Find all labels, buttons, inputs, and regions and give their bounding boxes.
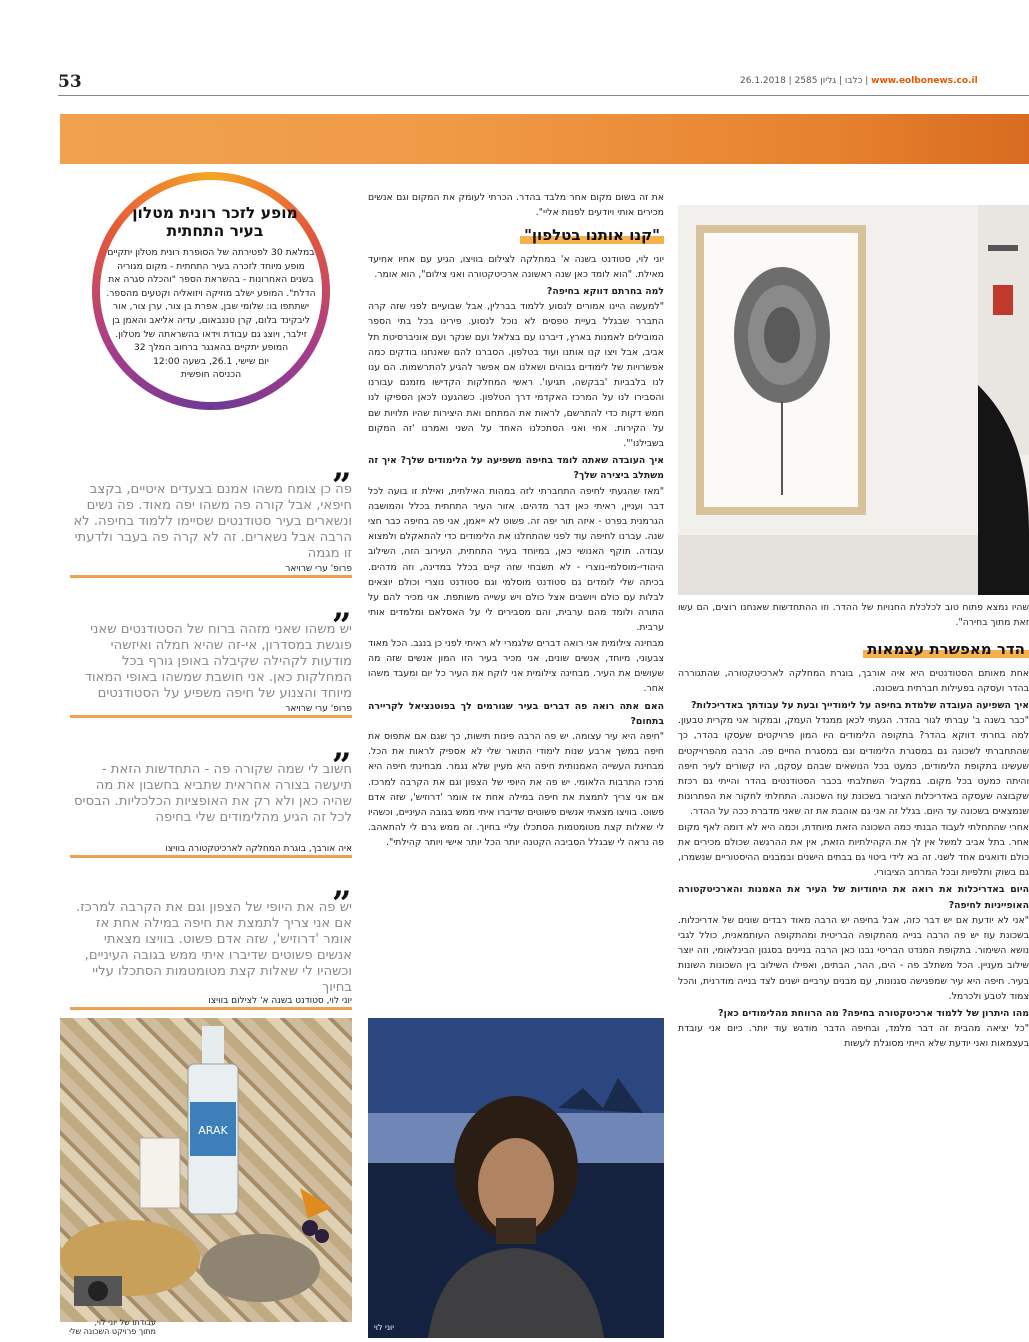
section-subhead: "קנו אותנו בטלפון" — [520, 226, 664, 244]
photo-caption: יוני לוי — [374, 1323, 395, 1332]
header-rule — [58, 95, 1029, 96]
quote-mark-icon: „ — [332, 865, 352, 905]
quote-mark-icon: „ — [332, 447, 352, 487]
interview-question: האם אתה רואה פה דברים בעיר שגורמים לך בפוטנציאל לקריירה בתחום? — [368, 700, 664, 727]
quote-mark-icon: „ — [332, 727, 352, 767]
interview-question: איך השפיעה העובדה שלמדת בחיפה על לימודייך ובעת על עבודתך באדריכלות? — [691, 700, 1029, 712]
interview-question: למה בחרתם דווקא בחיפה? — [546, 286, 664, 298]
pull-quote-1 — [70, 447, 352, 578]
quote-mark-icon: „ — [332, 587, 352, 627]
event-body — [104, 246, 318, 382]
still-life-photo — [60, 1018, 352, 1322]
event-location: המופע יתקיים בהאנגר ברחוב המלך 32 — [133, 342, 289, 354]
portrait-photo — [368, 1018, 664, 1338]
issue-number: 2585 — [794, 76, 818, 86]
event-title: מופע לזכר רונית מטלון בעיר התחתית — [132, 204, 298, 240]
interview-question: איך העובדה שאתה לומד בחיפה משפיעה על הלימודים שלך? איך זה משתלב ביצירה שלך? — [368, 455, 664, 482]
paragraph: "למעשה היינו אמורים לנסוע ללמוד בברלין, אבל שבועיים לפני שזה קרה התברר שבגלל בעיית טפסים לא נוכל לנסוע. פירינו בכל בתי הספר המובילים לאמנות בארץ, דיברנו עם בצלאל ועם שנקר ועם אוניברסיטת תל אביב, אבל ויצו קנו אותנו ועוד בטלפון. הסברנו להם שאנחנו בודקים כמה אפשרויות של לימודים גבוהים ושאלנו אם אפשר להגיע להתרשמות. הם ענו לנו בלבביות 'בבקשה, תגיעו'. ראשי המחלקות הקדישו מזמנם עבורנו והסבירו לנו על המרכז האקדמי דרך הטלפון. כשהגענו לכאן הספיקו לנו חמש דקות כדי להתרשם, לראות את המתחם ואת היצירות שהיו תלויות שם על הקירות. אחי ואני הסתכלנו האחד על השני ואמרנו 'זה המקום בשבילנו'". — [368, 301, 664, 450]
paragraph: אחת מאותם הסטודנטים היא איה אורבך, בוגרת המחלקה לארכיטקטורה, שהתגוררה בהדר ועסקה בפעילות חברתית בשכונה. — [678, 667, 1029, 694]
pull-quote-3 — [70, 727, 352, 858]
paragraph: את זה בשום מקום אחר מלבד בהדר. הכרתי לעומק את המקום וגם אנשים מכירים אותי ויודעים לפנות אליי". — [368, 192, 664, 219]
pull-quote-text: פה כן צומח משהו אמנם בצעדים איטיים, בקצב חיפאי, אבל קורה פה משהו יפה מאוד. פה נשים ונשארים בעיר סטודנטים שסיימו ללמוד בחיפה. לא הרבה אבל נשארים. זה לא קרה פה בעבר ולדעתי זו מגמה — [73, 482, 352, 561]
paragraph: "חיפה היא עיר עצומה. יש פה הרבה פינות תישות, כך שגם אם אתפוס את חיפה במשך ארבע שנות לימודי התואר שלי לא אספיק לראות את הכל. מבחינת העשייה האמנותית חיפה היא מעיין שלא נגמר. מבחינתי חיפה היא מרכז התרבות הלאומי. יש פה את היופי של הצפון וגם את הקרבה למרכז. אם אני צריך לתמצת את חיפה במילה אחת אז אומר 'דרוזיש', שזה אדם פשוט. בוויצו מצאתי אנשים פשוטים שדיברו איתי ממש בגובה העיניים, וכשהיו לי שאלות קצת מטומטמות הסתכלו עליי בחיוך. זה ממש גרם לי להתאהב. פה נראה לי שבגלל הסביבה הקטנה יותר הכל יותר אישי ויותר קהילתי". — [368, 730, 664, 849]
still-life-caption — [60, 1318, 156, 1336]
pull-quote-4 — [70, 865, 352, 1010]
running-head: 26.1.2018 | 2585 כלבו | גליון | www.eolbonews.co.il — [740, 76, 978, 86]
pull-quote-credit: יוני לוי, סטודנט בשנה א' לצילום בוויצו — [70, 996, 352, 1010]
page-number: 53 — [58, 72, 82, 92]
publication-name: כלבו | גליון — [820, 76, 863, 86]
paragraph: "כבר בשנה ב' עברתי לגור בהדר. הגעתי לכאן ממגדל העמק, ובמקור אני מקרית טבעון. למה בחרתי דווקא בהדר? בתקופה הלימודים היו המון פרויקטים שעסקו בהדר, כך שהתחברתי לשכונה גם במסגרת הלימודים וגם במסגרת החיים פה. הרבה מהפרויקטים שעשינו בתקופת הלימודים, כמעט בכל הנושאים שבהם עסקנו, היו קשורים לעיר חיפה והיתה כמעט בכל מקום. במקביל השתלבתי בכבר הסטודנטים בהדר והייתי גם רכזת שקבוצה שעסקה באדריכלות הציבור בשכונת עוז השכונה. התחלתי לחקור את הפתרונות שנמצאים בשכונה עד היום. בגלל זה אני גם אוהבת את זה שאני מדברת ככה על ההדר. — [678, 715, 1029, 818]
interview-question: מהו היתרון של ללמוד ארכיטקטורה בחיפה? מה הרווחת מהלימודים כאן? — [718, 1008, 1029, 1020]
pull-quote-text: יש פה את היופי של הצפון וגם את הקרבה למרכז. אם אני צריך לתמצת את חיפה במילה אחת אז אומר 'דרוזיש', שזה אדם פשוט. בוויצו מצאתי אנשים פשוטים שדיברו איתי ממש בגובה העיניים, וכשהיו לי שאלות קצת מטומטמות הסתכלו עליי בחיוך — [76, 900, 352, 995]
pull-quote-text: חשוב לי שמה שקורה פה - התחדשות הזאת - תיעשה בצורה אחראית שתביא בחשבון את מה שהיה כאן ולא רק את האופציות הכלכליות. הבסיס לכל זה הגיע מהלימודים שלי בחיפה — [74, 762, 352, 825]
site-url[interactable]: www.eolbonews.co.il — [871, 76, 978, 86]
event-paragraph: במלאת 30 לפטירתה של הסופרת רונית מטלון יתקיים מופע מיוחד לזכרה בעיר התחתית - מקום מגוריה בשנים האחרונות - בהשראת הספר "והכלה סגרה את הדלת". המופע ישלב מוזיקה ויזואליה וקטעים מהספר. ישתתפו בו: שלומי שבן, אפרת בן צור, ערן צור, אור ליבקינד בלום, קרן טננבאום, עדיה אליאב והאמן בן זילבר, ויוצג גם עבודת וידאו בהשראתה של מטלון. — [106, 247, 316, 340]
issue-date: 26.1.2018 — [740, 76, 786, 86]
interview-question: היום באדריכלות את רואה את היחודיות של העיר את האמנות והארכיטקטורה האופייניות לחיפה? — [678, 884, 1029, 911]
caption-line: מתוך פרויקט השכונה שלי — [69, 1327, 156, 1336]
paragraph: אחרי שהתחלתי לעבוד הבנתי כמה השכונה הזאת מיוחדת, וכמה היא לא דומה לאף מקום אחר. בתל אביב למשל אין לך את הקהילתיות הזאת, אין את ההרגשה שכולם מכירים את כולם ודואגים אחד לשני. זה בא לידי ביטוי גם בבתים הישנים ובמבנים ההיסטוריים שנשמרו, גם בשוק ותלפיות ובכל המרחב הציבורי. — [678, 821, 1029, 879]
pull-quote-text: יש משהו שאני מזהה ברוח של הסטודנטים שאני פוגשת במסדרון, אי-זה שהיא חמלה ואיזשהי מודעות לקהילה שקיבלה באופן גורף בכל המחלקות כאן. אני חושבת שמשהו באופי המאוד מיוחד והצנוע של חיפה משפיע על הסטודנטים — [84, 622, 352, 701]
article-column-left — [368, 190, 664, 1010]
paragraph: יוני לוי, סטודנט בשנה א' במחלקה לצילום בוויצו, הגיע עם אחיו אחיעד מאילת. "הוא לומד כאן שנה ראשונה ארכיטקטורה ואני צילום", הוא אומר. — [368, 253, 664, 280]
orange-banner — [60, 114, 1029, 164]
still-life-illustration — [60, 1018, 352, 1322]
paragraph: "כל יציאה מהבית זה דבר מלמד, ובחיפה הדבר מודגש עוד יותר. כיום אני עובדת בעצמאות ואני יודעת שלא הייתי מסוגלת לעשות — [678, 1023, 1029, 1050]
framed-drawing-illustration — [678, 205, 1029, 595]
pull-quote-credit: פרופ' ערי שרויאר — [70, 564, 352, 578]
paragraph: "מאז שהגעתי לחיפה התחברתי לזה במהות האילתית, ואילת זו בועה לכל דבר ועניין, ראיתי כאן דבר מדהים. אזור העיר התחתית בכלל והמושבה הגרמנית בפרט - איזה תור יפה זה. פשוט לא ייאמן, אני פה בחיפה כבר חצי שנה. עברנו לחיפה עוד לפני שהתחלנו את הלימודים כדי להתאקלם ולמצוא עבודה. תוקף האנושי כאן, במיוחד בעיר התחתית, העירוב הזה, השילוב היהודי-מוסלמי-נוצרי - לא תשבחי שזה קיים בכלל במדינה, וזה מדהים. בכיתה שלי לומדים גם סטודנט מוסלמי וגם סטודנט נוצרי וכולם יוצאים לבלות עם כולם ויושבים אצל כולם ויש עשייה משותפת. אני מכיר להם על התורה ולומד מהם ערבית, והם מסבירים לי על האסלאם ומלמדים אותי ערבית. — [368, 485, 664, 634]
paragraph: "אני לא יודעת אם יש דבר כזה, אבל בחיפה יש הרבה מאוד רבדים שונים של אדריכלות. בשכונת עוז יש פה הרבה בנייה מהתקופה הבריטית ומהתקופה העותמאנית, כולל לגבי נושא השימור. בתקופת המנדט הבריטי נבנו כאן הרבה בניינים בסגנון הבינלאומי, וזה יוצר שילוב מעניין. הכל משתלב פה - הים, ההר, הבתים, ואפילו השילוב בין השכונות השונות בעיר. חיפה היא עיר שמפגישה סגנונות, עם מבנים ערביים ישנים לצד בנייה מודרנית, והכל צמוד לטבע ולכרמל. — [678, 914, 1029, 1002]
paragraph: מבחינה צילומית אני רואה דברים שלגמרי לא ראיתי לפני כן בנגב. הכל מאוד צבעוני, מיוחד, אנשים שונים, אני מכיר בעיר הזו המון אנשים שזה מה שעושים את העיר. מבחינה צילומית אני לוקח את העיר כל יום ומעבד משהו אחר. — [368, 637, 664, 695]
portrait-illustration — [368, 1018, 664, 1338]
paragraph: שהיו נמצא פתוח טוב לכלכלת החנויות של ההדר. וזו ההתחדשות שאנחנו רוצים, הם עשו זאת מתוך בחירה". — [678, 602, 1029, 629]
event-time: יום שישי, 26.1, בשעה 12:00 — [153, 355, 269, 367]
event-admission: הכניסה חופשית — [180, 369, 242, 381]
artwork-photo — [678, 205, 1029, 595]
pull-quote-2 — [70, 587, 352, 718]
pull-quote-credit: פרופ' ערי שרויאר — [70, 704, 352, 718]
caption-line: עבודתו של יוני לוי, — [94, 1318, 156, 1327]
section-subhead: הדר מאפשרת עצמאות — [863, 640, 1029, 658]
pull-quote-credit: איה אורבך, בוגרת המחלקה לארכיטקטורה בוויצו — [70, 844, 352, 858]
article-column-right — [678, 600, 1029, 1338]
bottle-label: ARAK — [198, 1124, 228, 1137]
